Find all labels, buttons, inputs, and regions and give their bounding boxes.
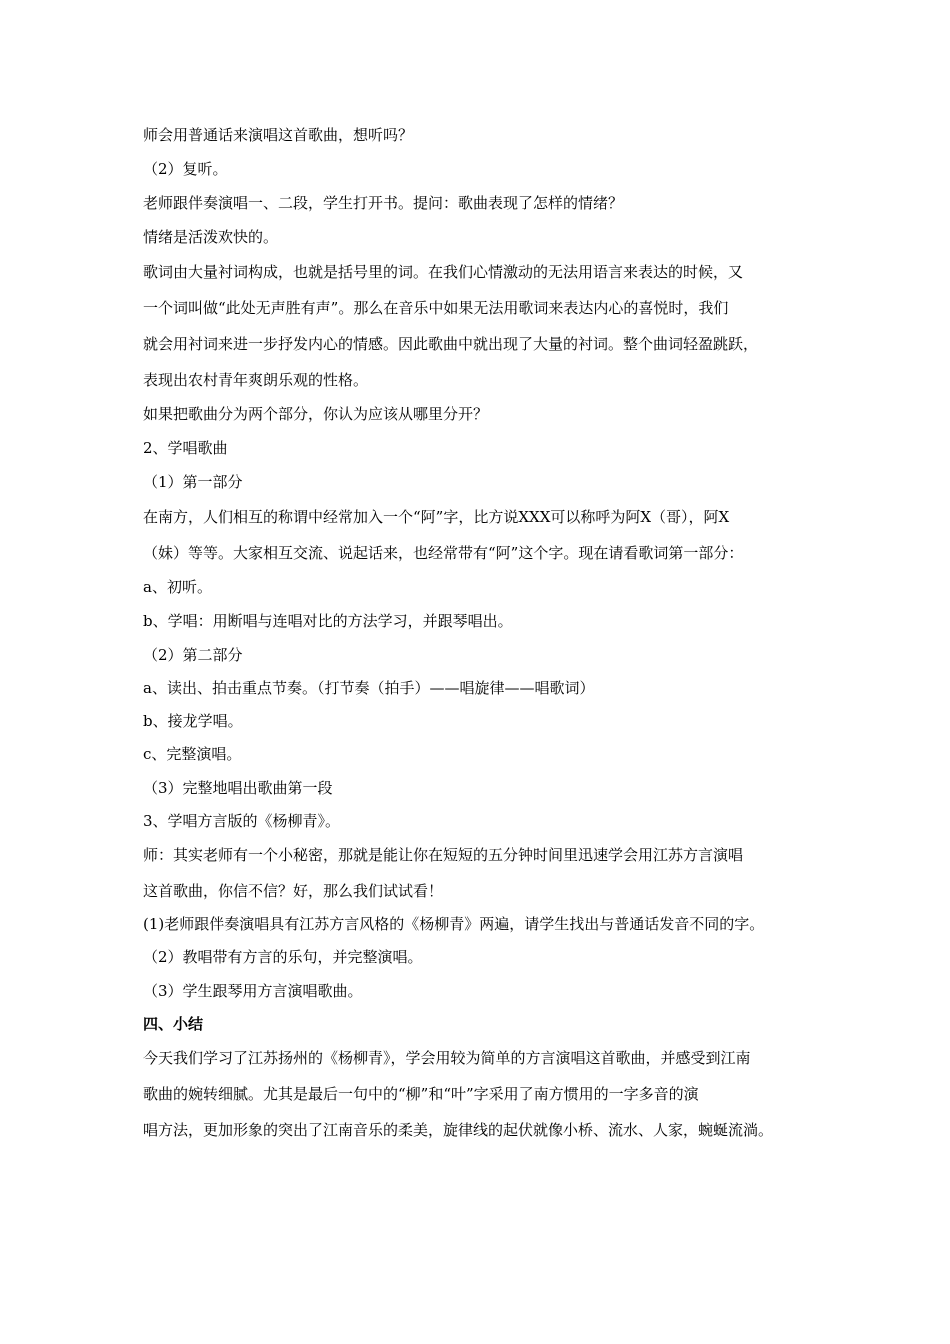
text-line: （1）第一部分 xyxy=(143,473,243,491)
text-line: 歌词由大量衬词构成，也就是括号里的词。在我们心情激动的无法用语言来表达的时候，又 xyxy=(143,263,744,281)
text-line: (1)老师跟伴奏演唱具有江苏方言风格的《杨柳青》两遍，请学生找出与普通话发音不同的字。 xyxy=(143,915,765,933)
text-line: 师会用普通话来演唱这首歌曲，想听吗？ xyxy=(143,126,414,144)
text-line: 在南方，人们相互的称谓中经常加入一个“阿”字，比方说XXX可以称呼为阿X（哥），阿X xyxy=(143,508,730,526)
section-heading: 四、小结 xyxy=(143,1015,204,1033)
text-line: （3）学生跟琴用方言演唱歌曲。 xyxy=(143,982,363,1000)
text-line: 表现出农村青年爽朗乐观的性格。 xyxy=(143,371,369,389)
text-line: a、读出、拍击重点节奏。（打节奏（拍手）——唱旋律——唱歌词） xyxy=(143,679,595,697)
text-line: 情绪是活泼欢快的。 xyxy=(143,228,279,246)
text-line: a、初听。 xyxy=(143,578,212,596)
text-line: （2）复听。 xyxy=(143,160,228,178)
text-line: 2、学唱歌曲 xyxy=(143,439,228,457)
text-line: 如果把歌曲分为两个部分，你认为应该从哪里分开？ xyxy=(143,405,489,423)
text-line: 就会用衬词来进一步抒发内心的情感。因此歌曲中就出现了大量的衬词。整个曲词轻盈跳跃， xyxy=(143,335,759,353)
text-line: （妹）等等。大家相互交流、说起话来，也经常带有“阿”这个字。现在请看歌词第一部分： xyxy=(143,544,744,562)
text-line: （3）完整地唱出歌曲第一段 xyxy=(143,779,333,797)
text-line: 老师跟伴奏演唱一、二段，学生打开书。提问：歌曲表现了怎样的情绪？ xyxy=(143,194,624,212)
text-line: 师：其实老师有一个小秘密，那就是能让你在短短的五分钟时间里迅速学会用江苏方言演唱 xyxy=(143,846,744,864)
text-line: 唱方法，更加形象的突出了江南音乐的柔美，旋律线的起伏就像小桥、流水、人家，蜿蜒流淌。 xyxy=(143,1121,774,1139)
text-line: （2）第二部分 xyxy=(143,646,243,664)
text-line: 3、学唱方言版的《杨柳青》。 xyxy=(143,812,341,830)
text-line: 今天我们学习了江苏扬州的《杨柳青》，学会用较为简单的方言演唱这首歌曲，并感受到江南 xyxy=(143,1049,751,1067)
text-line: 歌曲的婉转细腻。尤其是最后一句中的“柳”和“叶”字采用了南方惯用的一字多音的演 xyxy=(143,1085,699,1103)
text-line: 一个词叫做“此处无声胜有声”。那么在音乐中如果无法用歌词来表达内心的喜悦时，我们 xyxy=(143,299,729,317)
text-line: （2）教唱带有方言的乐句，并完整演唱。 xyxy=(143,948,423,966)
text-line: 这首歌曲，你信不信？好，那么我们试试看！ xyxy=(143,882,444,900)
text-line: c、完整演唱。 xyxy=(143,745,242,763)
text-line: b、接龙学唱。 xyxy=(143,712,243,730)
text-line: b、学唱：用断唱与连唱对比的方法学习，并跟琴唱出。 xyxy=(143,612,513,630)
